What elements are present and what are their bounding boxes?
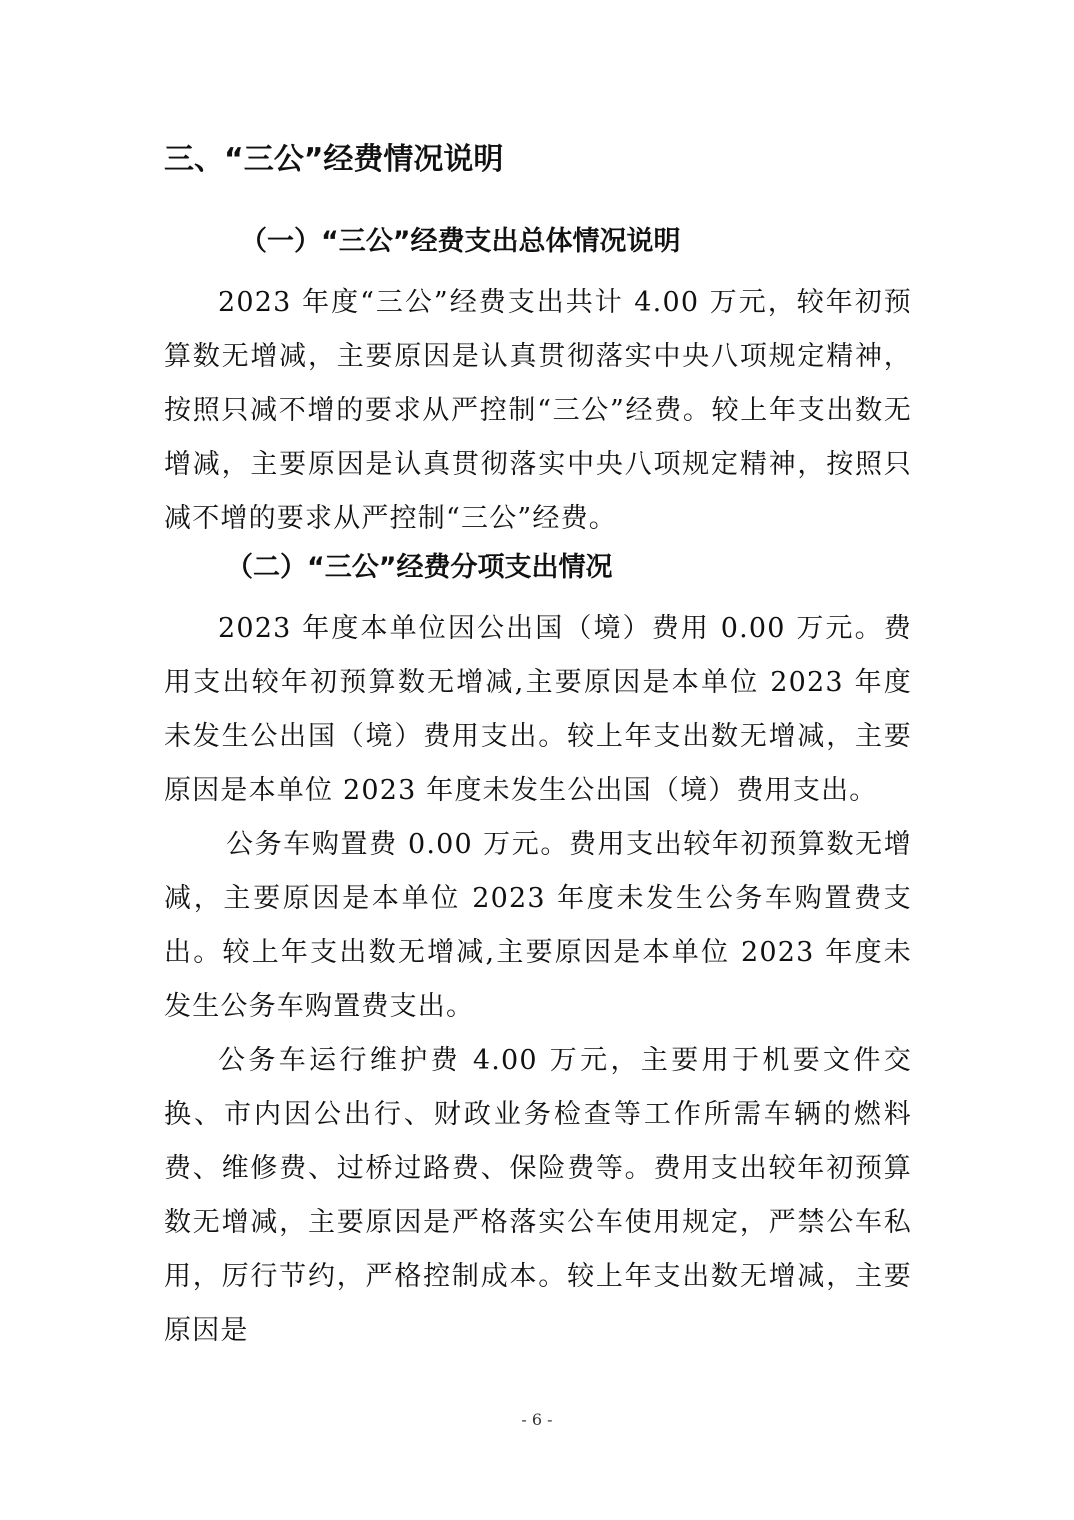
section-title: 三、“三公”经费情况说明 — [164, 142, 504, 177]
subsection-title-itemized: （二）“三公”经费分项支出情况 — [226, 552, 613, 583]
paragraph-vehicle-purchase: 公务车购置费 0.00 万元。费用支出较年初预算数无增减，主要原因是本单位 2023 年度未发生公务车购置费支出。较上年支出数无增减,主要原因是本单位 2023 年度未发生公务车购置费支出。 — [164, 829, 912, 1022]
page-number: - 6 - — [521, 1410, 553, 1429]
paragraph-vehicle-maintenance: 公务车运行维护费 4.00 万元，主要用于机要文件交换、市内因公出行、财政业务检查等工作所需车辆的燃料费、维修费、过桥过路费、保险费等。费用支出较年初预算数无增减，主要原因是严格落实公车使用规定，严禁公车私用，厉行节约，严格控制成本。较上年支出数无增减，主要原因是 — [164, 1045, 912, 1346]
paragraph-overall-expenditure: 2023 年度“三公”经费支出共计 4.00 万元，较年初预算数无增减，主要原因是认真贯彻落实中央八项规定精神，按照只减不增的要求从严控制“三公”经费。较上年支出数无增减，主要原因是认真贯彻落实中央八项规定精神，按照只减不增的要求从严控制“三公”经费。 — [164, 287, 912, 534]
subsection-title-overall: （一）“三公”经费支出总体情况说明 — [240, 226, 681, 257]
paragraph-overseas-travel: 2023 年度本单位因公出国（境）费用 0.00 万元。费用支出较年初预算数无增减,主要原因是本单位 2023 年度未发生公出国（境）费用支出。较上年支出数无增减，主要原因是本单位 2023 年度未发生公出国（境）费用支出。 — [164, 613, 912, 806]
